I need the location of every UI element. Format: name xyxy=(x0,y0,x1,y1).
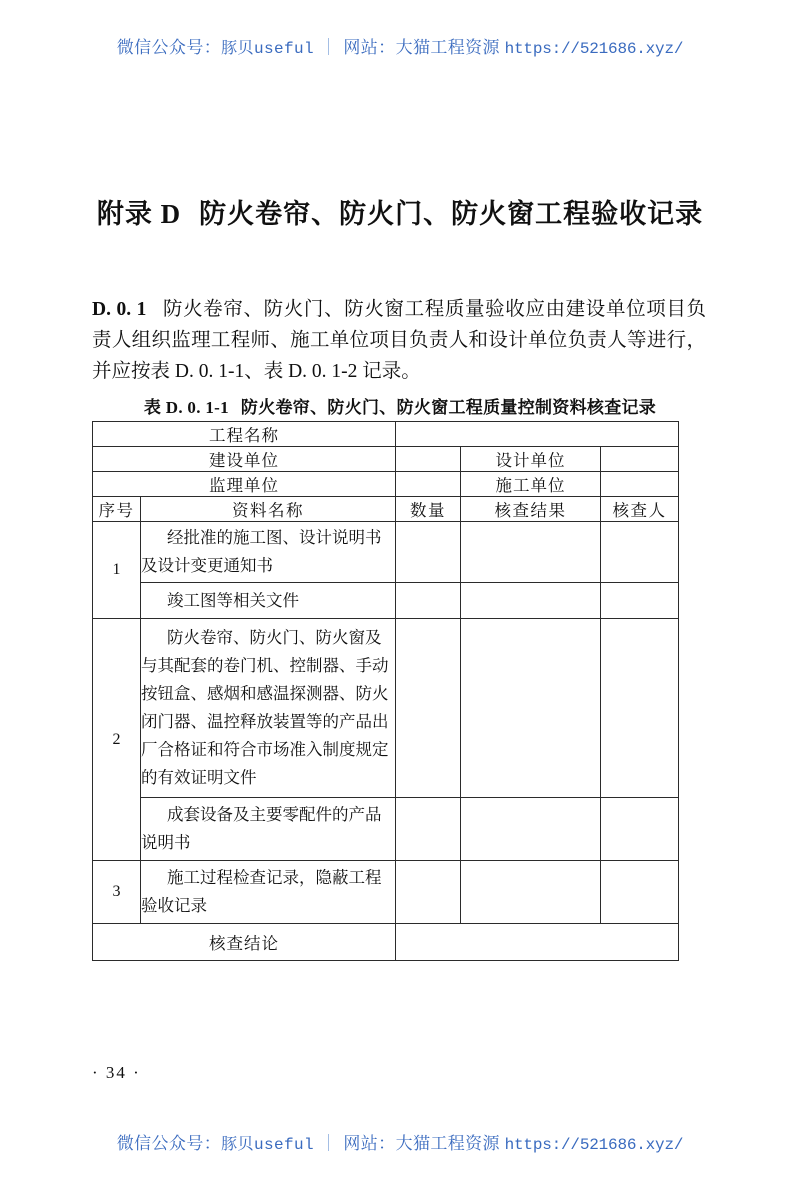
watermark-site-label: 网站： xyxy=(343,38,396,57)
watermark-separator: ｜ xyxy=(319,38,338,57)
watermark-url: https://521686.xyz/ xyxy=(504,1136,684,1154)
quantity-1b[interactable] xyxy=(396,583,461,619)
table-caption-title: 防火卷帘、防火门、防火窗工程质量控制资料核查记录 xyxy=(240,398,657,417)
result-3a[interactable] xyxy=(461,861,601,924)
watermark-prefix: 微信公众号： xyxy=(116,1134,222,1153)
watermark-top xyxy=(0,33,800,58)
table-row-supervision-construction-unit xyxy=(93,472,679,497)
watermark-prefix: 微信公众号： xyxy=(116,38,222,57)
inspector-1b[interactable] xyxy=(601,583,679,619)
table-row-construction-design-unit xyxy=(93,447,679,472)
table-row xyxy=(93,583,679,619)
clause-text: 防火卷帘、防火门、防火窗工程质量验收应由建设单位项目负责人组织监理工程师、施工单位项目负责人和设计单位负责人等进行，并应按表 D. 0. 1-1、表 D. 0. 1-2 记录。 xyxy=(92,299,706,382)
watermark-account: 豚贝useful xyxy=(221,1136,314,1154)
quality-control-table xyxy=(92,421,678,961)
inspector-3a[interactable] xyxy=(601,861,679,924)
value-construction-unit[interactable] xyxy=(396,447,461,472)
quantity-1a[interactable] xyxy=(396,522,461,583)
column-header-result: 核查结果 xyxy=(461,497,601,522)
table-row xyxy=(93,619,679,798)
table-row xyxy=(93,861,679,924)
document-name-2a: 防火卷帘、防火门、防火窗及与其配套的卷门机、控制器、手动按钮盒、感烟和感温探测器、防火闭门器、温控释放装置等的产品出厂合格证和符合市场准入制度规定的有效证明文件 xyxy=(141,619,396,798)
watermark-account: 豚贝useful xyxy=(221,40,314,58)
label-supervision-unit: 监理单位 xyxy=(93,472,396,497)
page-title xyxy=(0,192,800,231)
label-design-unit: 设计单位 xyxy=(461,447,601,472)
document-name-2b: 成套设备及主要零配件的产品说明书 xyxy=(141,798,396,861)
watermark-site-name: 大猫工程资源 xyxy=(395,1134,500,1153)
appendix-label: 附录 D xyxy=(96,199,182,229)
table-caption xyxy=(0,393,800,418)
result-1b[interactable] xyxy=(461,583,601,619)
inspector-2b[interactable] xyxy=(601,798,679,861)
row-index-3: 3 xyxy=(93,861,141,924)
document-name-1a: 经批准的施工图、设计说明书及设计变更通知书 xyxy=(141,522,396,583)
column-header-index: 序号 xyxy=(93,497,141,522)
quantity-2a[interactable] xyxy=(396,619,461,798)
table-header-row xyxy=(93,497,679,522)
clause-paragraph xyxy=(92,294,706,387)
label-construction-unit: 建设单位 xyxy=(93,447,396,472)
inspector-2a[interactable] xyxy=(601,619,679,798)
label-project-name: 工程名称 xyxy=(93,422,396,447)
watermark-site-name: 大猫工程资源 xyxy=(395,38,500,57)
table-row xyxy=(93,522,679,583)
clause-number: D. 0. 1 xyxy=(92,299,147,320)
appendix-title-text: 防火卷帘、防火门、防火窗工程验收记录 xyxy=(199,199,704,229)
page-number: · 34 · xyxy=(92,1063,141,1082)
column-header-inspector: 核查人 xyxy=(601,497,679,522)
value-project-name[interactable] xyxy=(396,422,679,447)
result-2b[interactable] xyxy=(461,798,601,861)
row-index-2: 2 xyxy=(93,619,141,861)
table-row-project-name xyxy=(93,422,679,447)
watermark-bottom xyxy=(0,1129,800,1154)
table-row-conclusion xyxy=(93,924,679,961)
quantity-3a[interactable] xyxy=(396,861,461,924)
result-2a[interactable] xyxy=(461,619,601,798)
watermark-separator: ｜ xyxy=(319,1134,338,1153)
inspector-1a[interactable] xyxy=(601,522,679,583)
table-caption-number: 表 D. 0. 1-1 xyxy=(143,398,229,417)
column-header-document-name: 资料名称 xyxy=(141,497,396,522)
watermark-url: https://521686.xyz/ xyxy=(504,40,684,58)
watermark-site-label: 网站： xyxy=(343,1134,396,1153)
table-row xyxy=(93,798,679,861)
label-施工-unit: 施工单位 xyxy=(461,472,601,497)
value-supervision-unit[interactable] xyxy=(396,472,461,497)
result-1a[interactable] xyxy=(461,522,601,583)
row-index-1: 1 xyxy=(93,522,141,619)
quantity-2b[interactable] xyxy=(396,798,461,861)
document-name-1b: 竣工图等相关文件 xyxy=(141,583,396,619)
value-construction-contractor[interactable] xyxy=(601,472,679,497)
value-design-unit[interactable] xyxy=(601,447,679,472)
value-conclusion[interactable] xyxy=(396,924,679,961)
label-conclusion: 核查结论 xyxy=(93,924,396,961)
column-header-quantity: 数量 xyxy=(396,497,461,522)
document-name-3a: 施工过程检查记录，隐蔽工程验收记录 xyxy=(141,861,396,924)
